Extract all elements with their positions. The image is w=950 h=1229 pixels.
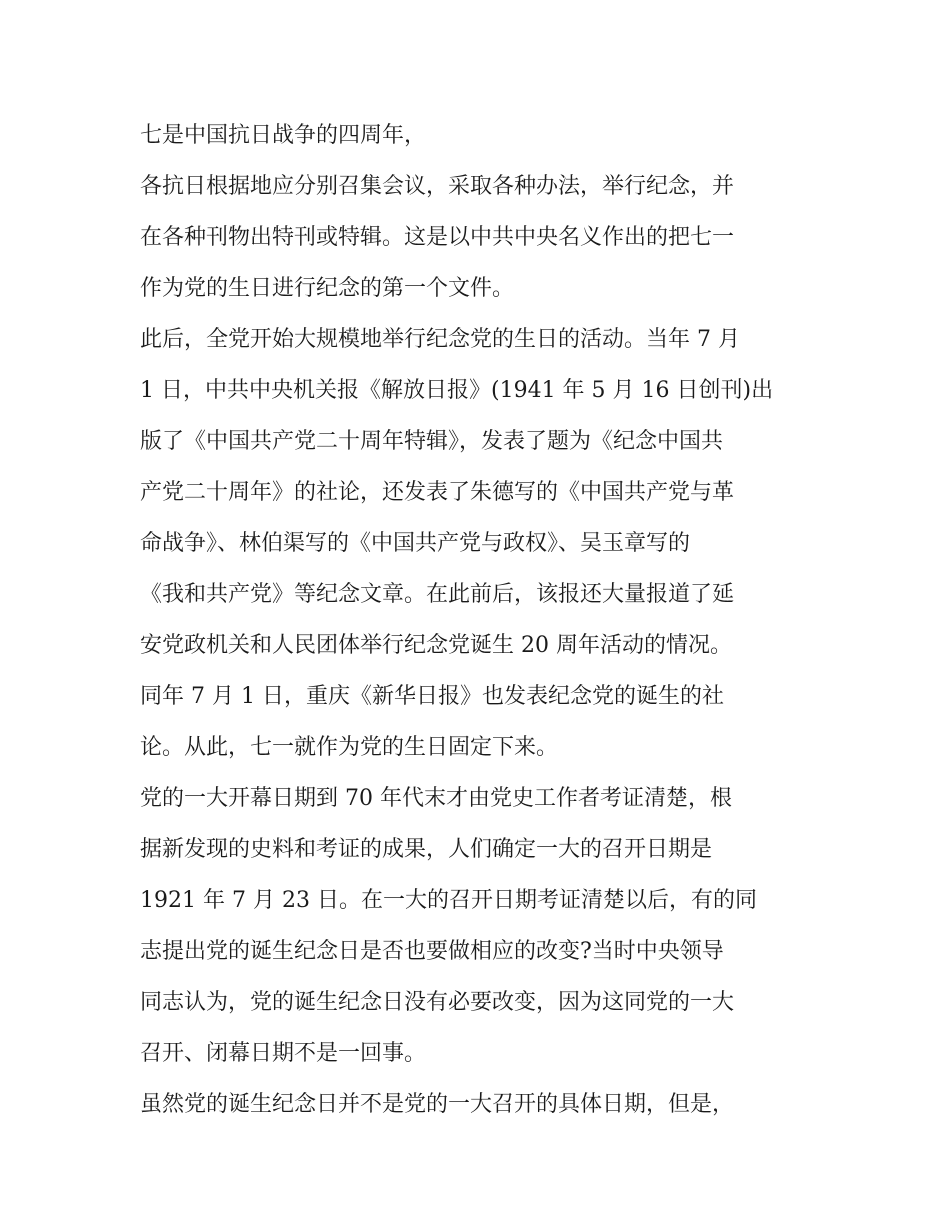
text-line: 版了《中国共产党二十周年特辑》，发表了题为《纪念中国共 <box>140 429 724 454</box>
text-line: 同志认为，党的诞生纪念日没有必要改变，因为这同党的一大 <box>140 990 735 1015</box>
text-line: 各抗日根据地应分别召集会议，采取各种办法，举行纪念，并 <box>140 174 735 199</box>
text-line: 《我和共产党》等纪念文章。在此前后，该报还大量报道了延 <box>140 582 735 607</box>
text-line: 1921 年 7 月 23 日。在一大的召开日期考证清楚以后，有的同 <box>140 888 757 913</box>
text-line: 同年 7 月 1 日，重庆《新华日报》也发表纪念党的诞生的社 <box>140 684 724 709</box>
text-line: 七是中国抗日战争的四周年， <box>140 123 427 148</box>
text-line: 此后，全党开始大规模地举行纪念党的生日的活动。当年 7 月 <box>140 327 740 352</box>
text-line: 作为党的生日进行纪念的第一个文件。 <box>140 276 515 301</box>
text-line: 党的一大开幕日期到 70 年代末才由党史工作者考证清楚，根 <box>140 786 732 811</box>
text-line: 虽然党的诞生纪念日并不是党的一大召开的具体日期，但是， <box>140 1092 735 1117</box>
text-line: 在各种刊物出特刊或特辑。这是以中共中央名义作出的把七一 <box>140 225 735 250</box>
text-line: 1 日，中共中央机关报《解放日报》(1941 年 5 月 16 日创刊)出 <box>140 378 774 403</box>
text-line: 命战争》、林伯渠写的《中国共产党与政权》、吴玉章写的 <box>140 531 691 556</box>
body-text <box>140 110 820 1130</box>
text-line: 志提出党的诞生纪念日是否也要做相应的改变?当时中央领导 <box>140 939 724 964</box>
text-line: 论。从此，七一就作为党的生日固定下来。 <box>140 735 559 760</box>
text-line: 召开、闭幕日期不是一回事。 <box>140 1041 427 1066</box>
text-line: 据新发现的史料和考证的成果，人们确定一大的召开日期是 <box>140 837 713 862</box>
text-line: 产党二十周年》的社论，还发表了朱德写的《中国共产党与革 <box>140 480 735 505</box>
text-line: 安党政机关和人民团体举行纪念党诞生 20 周年活动的情况。 <box>140 633 732 658</box>
